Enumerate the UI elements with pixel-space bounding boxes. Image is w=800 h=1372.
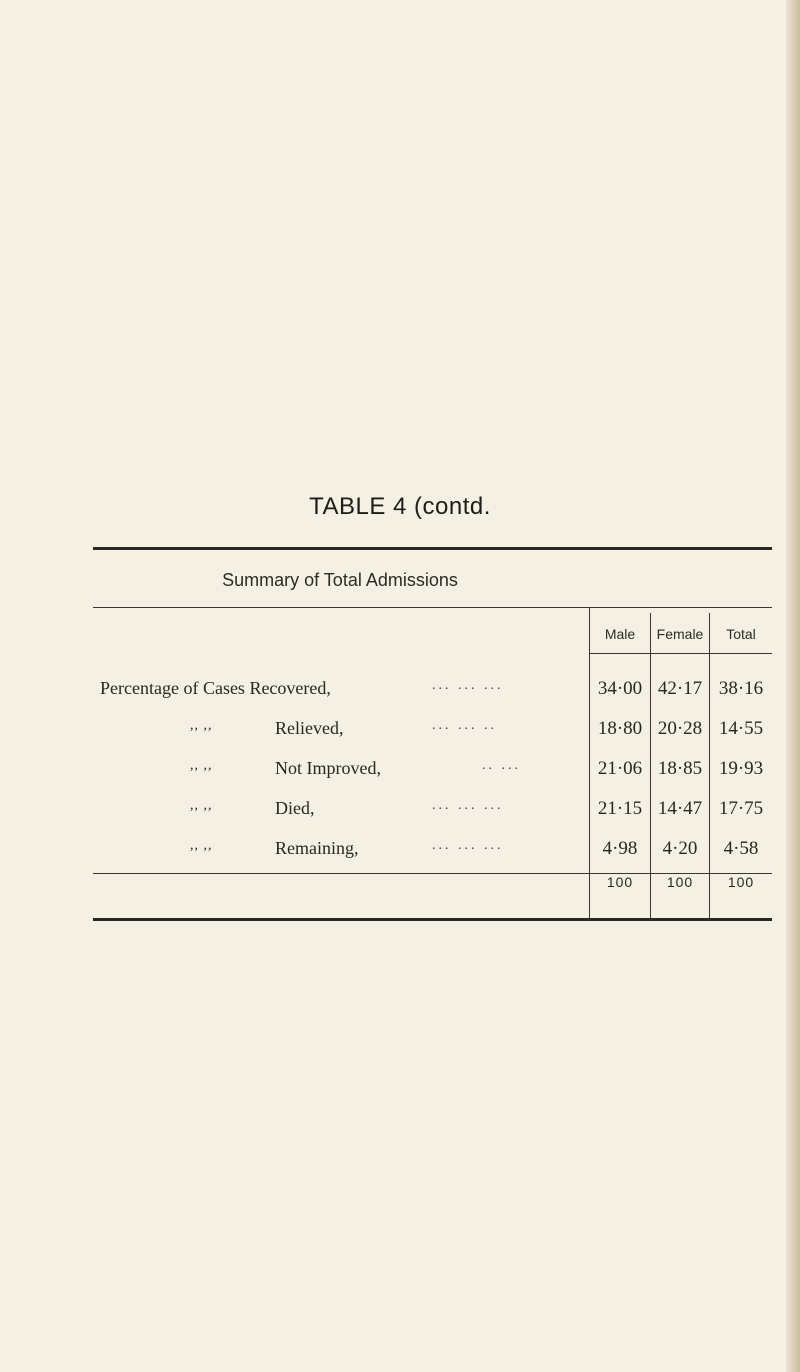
value-total: 4·58 bbox=[723, 838, 759, 859]
table-row bbox=[0, 758, 800, 788]
row-label: Relieved, bbox=[275, 718, 344, 738]
row-leader: ... ... ... bbox=[432, 678, 504, 693]
value-total: 38·16 bbox=[718, 678, 764, 699]
row-ditto: ,, ,, bbox=[190, 718, 213, 733]
top-rule bbox=[93, 547, 772, 550]
row-leader: ... ... ... bbox=[432, 838, 504, 853]
table-row bbox=[0, 838, 800, 868]
table-subtitle: Summary of Total Admissions bbox=[222, 570, 458, 590]
total-total: 100 bbox=[727, 874, 755, 890]
row-ditto: ,, ,, bbox=[190, 838, 213, 853]
table-row bbox=[0, 718, 800, 748]
table-row bbox=[0, 678, 800, 708]
value-male: 21·15 bbox=[597, 798, 643, 819]
value-male: 34·00 bbox=[597, 678, 643, 699]
column-header-total: Total bbox=[726, 626, 756, 642]
value-female: 20·28 bbox=[657, 718, 703, 739]
bottom-rule bbox=[93, 918, 772, 921]
row-label: Not Improved, bbox=[275, 758, 381, 778]
value-male: 21·06 bbox=[597, 758, 643, 779]
column-header-male: Male bbox=[604, 626, 636, 642]
value-female: 42·17 bbox=[657, 678, 703, 699]
column-header-female: Female bbox=[656, 626, 704, 642]
value-total: 17·75 bbox=[718, 798, 764, 819]
row-leader: ... ... .. bbox=[432, 718, 497, 733]
row-ditto: ,, ,, bbox=[190, 798, 213, 813]
row-label: Percentage of Cases Recovered, bbox=[100, 678, 331, 698]
row-leader: .. ... bbox=[482, 758, 521, 773]
header-bottom-rule bbox=[590, 653, 772, 654]
total-female: 100 bbox=[666, 874, 694, 890]
value-total: 19·93 bbox=[718, 758, 764, 779]
value-total: 14·55 bbox=[718, 718, 764, 739]
value-male: 4·98 bbox=[602, 838, 638, 859]
table-title: TABLE 4 (contd. bbox=[309, 493, 491, 520]
header-top-rule bbox=[93, 607, 772, 608]
row-label: Died, bbox=[275, 798, 315, 818]
value-female: 4·20 bbox=[662, 838, 698, 859]
table-row bbox=[0, 798, 800, 828]
row-ditto: ,, ,, bbox=[190, 758, 213, 773]
row-leader: ... ... ... bbox=[432, 798, 504, 813]
total-male: 100 bbox=[606, 874, 634, 890]
value-female: 14·47 bbox=[657, 798, 703, 819]
row-label: Remaining, bbox=[275, 838, 359, 858]
value-male: 18·80 bbox=[597, 718, 643, 739]
value-female: 18·85 bbox=[657, 758, 703, 779]
